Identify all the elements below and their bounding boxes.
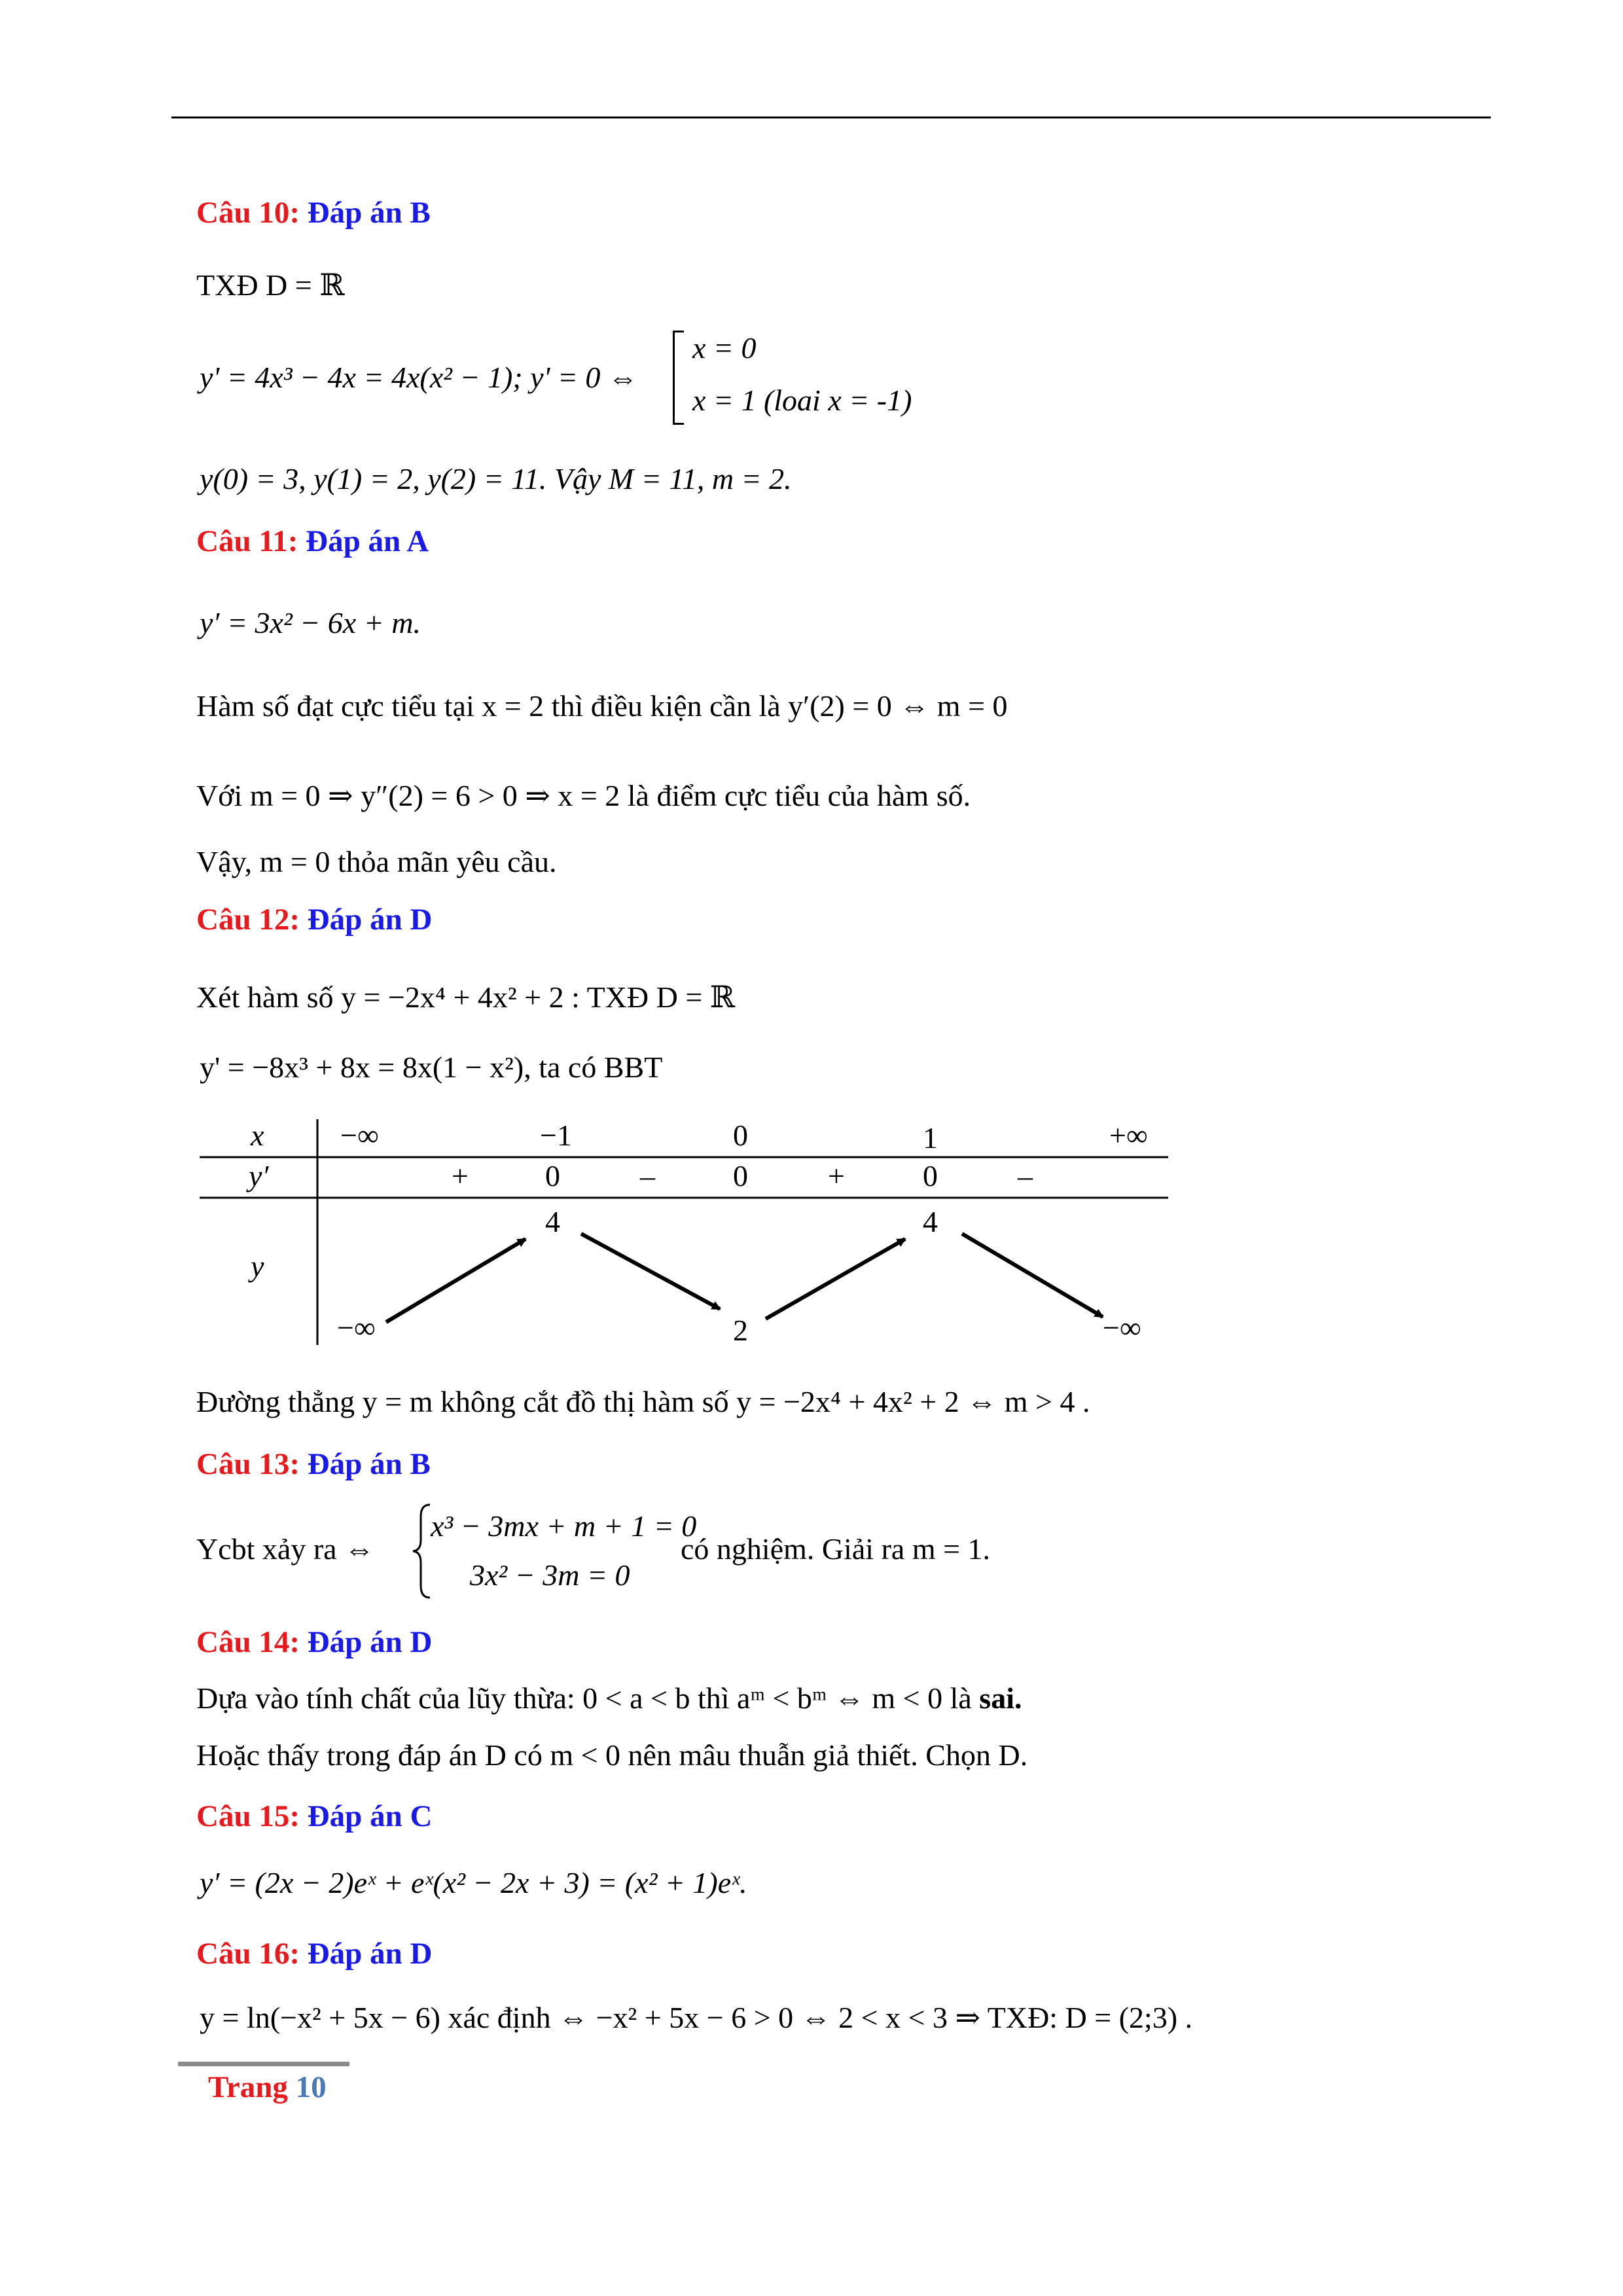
bbt-arrow-down-2 bbox=[962, 1234, 1103, 1317]
q10-derivative-line: y' = 4x³ − 4x = 4x(x² − 1); y' = 0 ⇔ bbox=[200, 361, 638, 394]
bbt-x-value-1: −∞ bbox=[340, 1119, 379, 1152]
q12-function-line: Xét hàm số y = −2x⁴ + 4x² + 2 : TXĐ D = ℝ bbox=[196, 980, 735, 1014]
question-11-heading: Câu 11: Đáp án A bbox=[196, 524, 429, 558]
page-number: Trang 10 bbox=[208, 2070, 327, 2104]
bbt-x-label: x bbox=[251, 1119, 264, 1152]
bbt-arrow-down-1 bbox=[581, 1234, 720, 1309]
bbt-sign-6: 0 bbox=[923, 1159, 938, 1193]
bbt-arrow-up-1 bbox=[386, 1239, 526, 1322]
q13-right-text: có nghiệm. Giải ra m = 1. bbox=[681, 1532, 991, 1566]
question-14-heading: Câu 14: Đáp án D bbox=[196, 1625, 433, 1659]
q12-conclusion-line: Đường thẳng y = m không cắt đồ thị hàm số y = −2x⁴ + 4x² + 2 ⇔ m > 4 . bbox=[196, 1385, 1090, 1418]
q14-line-1: Dựa vào tính chất của lũy thừa: 0 < a < b thì aᵐ < bᵐ ⇔ m < 0 là sai. bbox=[196, 1681, 1022, 1715]
q10-case-2: x = 1 (loai x = -1) bbox=[692, 384, 912, 417]
q15-derivative-line: y′ = (2x − 2)eˣ + eˣ(x² − 2x + 3) = (x² + 1)eˣ. bbox=[200, 1866, 747, 1899]
q14-line-2: Hoặc thấy trong đáp án D có m < 0 nên mâu thuẫn giả thiết. Chọn D. bbox=[196, 1738, 1028, 1772]
q10-case-bracket bbox=[673, 331, 684, 425]
bbt-sign-3: – bbox=[640, 1159, 655, 1193]
bbt-sign-7: – bbox=[1018, 1159, 1033, 1193]
q13-left-text: Ycbt xảy ra ⇔ bbox=[196, 1532, 375, 1566]
q11-derivative-line: y′ = 3x² − 6x + m. bbox=[200, 606, 421, 639]
bbt-sign-2: 0 bbox=[545, 1159, 560, 1193]
q16-domain-line: y = ln(−x² + 5x − 6) xác định ⇔ −x² + 5x − 6 > 0 ⇔ 2 < x < 3 ⇒ TXĐ: D = (2;3) . bbox=[200, 2001, 1193, 2034]
bbt-yprime-label: y′ bbox=[249, 1159, 269, 1193]
q13-equation-2: 3x² − 3m = 0 bbox=[470, 1558, 630, 1592]
q11-condition-line: Hàm số đạt cực tiểu tại x = 2 thì điều kiện cần là y′(2) = 0 ⇔ m = 0 bbox=[196, 689, 1008, 723]
question-15-heading: Câu 15: Đáp án C bbox=[196, 1799, 433, 1833]
q10-domain-line: TXĐ D = ℝ bbox=[196, 268, 345, 302]
bbt-y-value-2: 4 bbox=[545, 1205, 560, 1238]
footer-rule bbox=[178, 2062, 349, 2066]
bbt-y-label: y bbox=[251, 1249, 264, 1283]
bbt-y-value-4: 4 bbox=[923, 1205, 938, 1238]
question-10-heading: Câu 10: Đáp án B bbox=[196, 196, 431, 230]
bbt-sign-4: 0 bbox=[733, 1159, 748, 1193]
bbt-arrow-up-2 bbox=[766, 1239, 905, 1319]
question-16-heading: Câu 16: Đáp án D bbox=[196, 1937, 433, 1971]
question-12-heading: Câu 12: Đáp án D bbox=[196, 903, 433, 937]
bbt-x-value-3: 0 bbox=[733, 1119, 748, 1152]
bbt-y-value-3: 2 bbox=[733, 1314, 748, 1347]
bbt-x-value-4: 1 bbox=[923, 1121, 938, 1155]
bbt-x-value-2: −1 bbox=[540, 1119, 572, 1152]
bbt-y-value-5: −∞ bbox=[1103, 1311, 1141, 1344]
header-rule bbox=[171, 117, 1491, 118]
bbt-sign-1: + bbox=[452, 1159, 469, 1193]
q11-check-line: Với m = 0 ⇒ y″(2) = 6 > 0 ⇒ x = 2 là điểm cực tiểu của hàm số. bbox=[196, 779, 971, 812]
bbt-sign-5: + bbox=[828, 1159, 845, 1193]
q10-case-1: x = 0 bbox=[692, 331, 757, 365]
q11-conclusion-line: Vậy, m = 0 thỏa mãn yêu cầu. bbox=[196, 845, 557, 878]
q13-equation-1: x³ − 3mx + m + 1 = 0 bbox=[431, 1509, 697, 1543]
question-13-heading: Câu 13: Đáp án B bbox=[196, 1447, 431, 1481]
bbt-x-value-5: +∞ bbox=[1109, 1119, 1148, 1152]
bbt-y-value-1: −∞ bbox=[337, 1311, 376, 1344]
q10-values-line: y(0) = 3, y(1) = 2, y(2) = 11. Vậy M = 11, m = 2. bbox=[200, 462, 792, 495]
q12-derivative-line: y' = −8x³ + 8x = 8x(1 − x²), ta có BBT bbox=[200, 1050, 663, 1084]
